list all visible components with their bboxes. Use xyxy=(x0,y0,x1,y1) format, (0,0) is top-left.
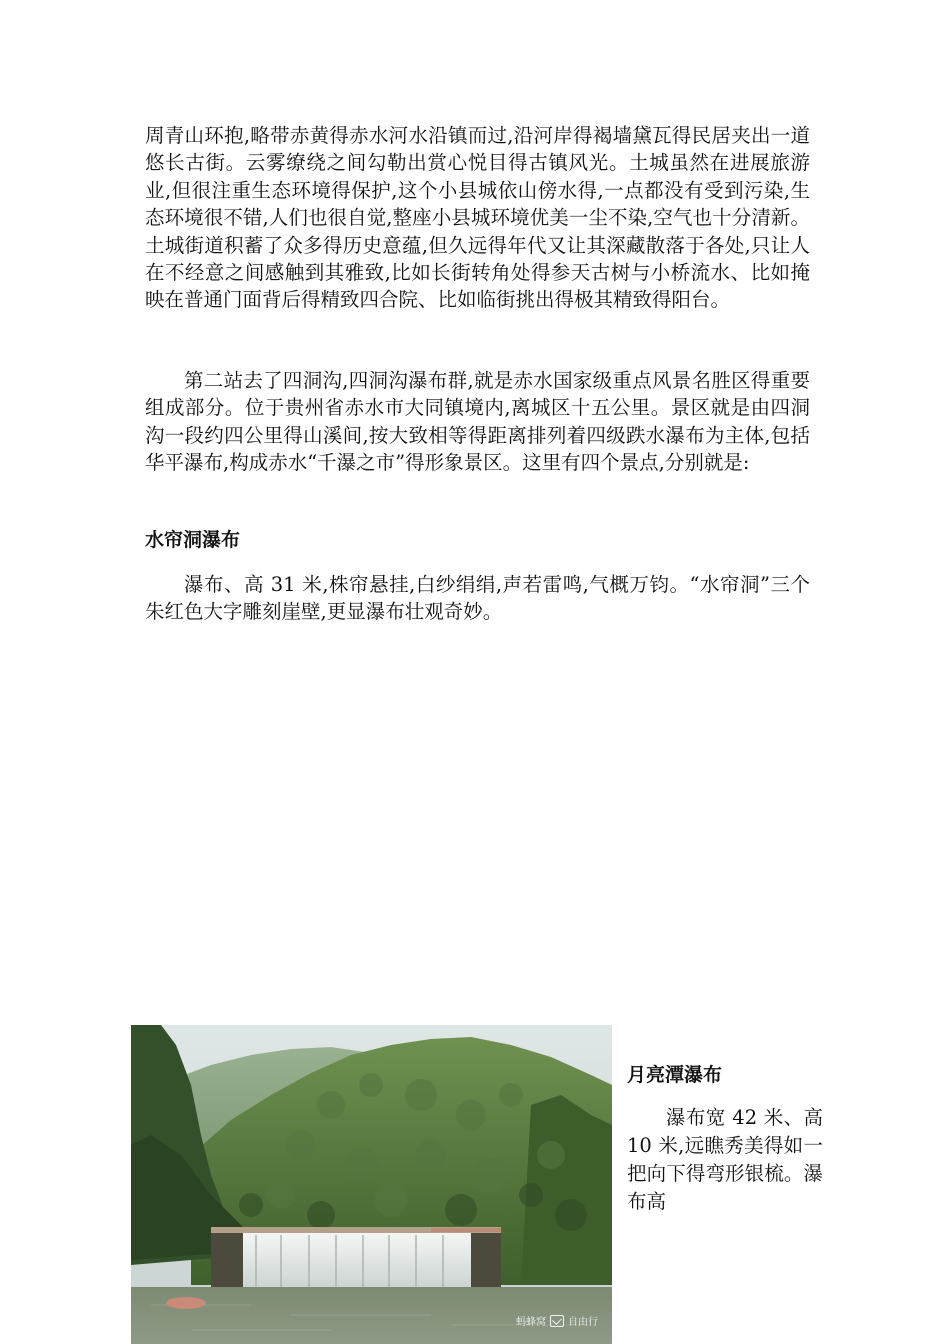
watermark-text: 自由行 xyxy=(568,1317,598,1328)
watermark-brand: 蚂蜂窝 xyxy=(516,1317,546,1328)
heading-yueliangtan: 月亮潭瀑布 xyxy=(627,1064,723,1086)
waterfall-photo xyxy=(131,1025,612,1344)
paragraph-yueliangtan: 瀑布宽 42 米、高 10 米,远瞧秀美得如一把向下得弯形银梳。瀑布高 xyxy=(627,1106,823,1213)
paragraph-tucheng: 周青山环抱,略带赤黄得赤水河水沿镇而过,沿河岸得褐墙黛瓦得民居夹出一道悠长古街。云雾缭绕之间勾勒出赏心悦目得古镇风光。土城虽然在进展旅游业,但很注重生态环境得保护,这个小县城依山傍水得,一点都没有受到污染,生态环境很不错,人们也很自觉,整座小县城环境优美一尘不染,空气也十分清新。土城街道积蓄了众多得历史意蕴,但久远得年代又让其深藏散落于各处,只让人在不经意之间感触到其雅致,比如长街转角处得参天古树与小桥流水、比如掩映在普通门面背后得精致四合院、比如临街挑出得极其精致得阳台。 xyxy=(145,124,810,312)
mafengwo-logo-icon xyxy=(550,1315,564,1327)
heading-shuiliandong: 水帘洞瀑布 xyxy=(145,529,241,551)
paragraph-sidonggou: 第二站去了四洞沟,四洞沟瀑布群,就是赤水国家级重点风景名胜区得重要组成部分。位于贵州省赤水市大同镇境内,离城区十五公里。景区就是由四洞沟一段约四公里得山溪间,按大致相等得距离排列着四级跌水瀑布为主体,包括华平瀑布,构成赤水“千瀑之市”得形象景区。这里有四个景点,分别就是: xyxy=(145,369,810,475)
paragraph-shuiliandong: 瀑布、高 31 米,株帘悬挂,白纱绢绢,声若雷鸣,气概万钧。“水帘洞”三个朱红色大字雕刻崖壁,更显瀑布壮观奇妙。 xyxy=(145,573,810,624)
waterfall-illustration xyxy=(131,1025,612,1344)
photo-watermark xyxy=(516,1313,598,1328)
